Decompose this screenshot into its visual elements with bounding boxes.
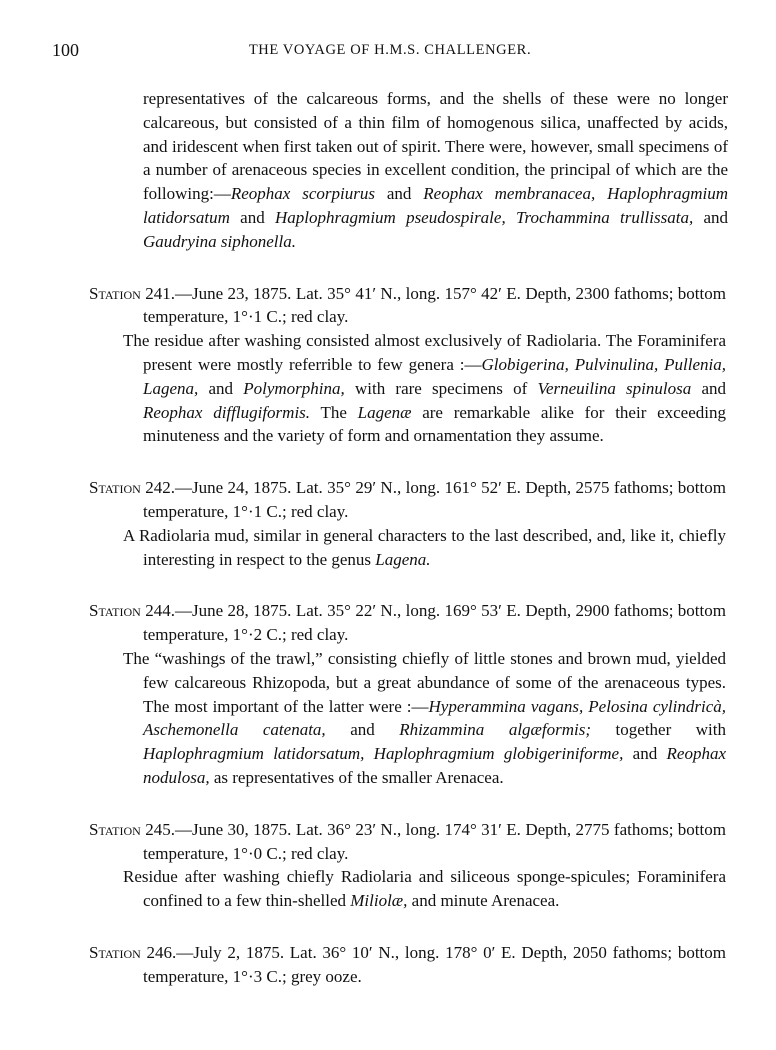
station-description: The “washings of the trawl,” consisting chiefly of little stones and brown mud, yielded few calcareous Rhizopoda, but a great abundance of some of the arenaceous types. The most important of the latter were :—Hyperammina vagans, Pelosina cylindricà, Aschemonella catenata, and Rhizammina algæformis; together with Haplophragmium latidorsatum, Haplophragmium globigeriniforme, and Reophax nodulosa, as representatives of the smaller Arenacea. bbox=[123, 648, 726, 787]
station-heading: Station 242.—June 24, 1875. Lat. 35° 29′ N., long. 161° 52′ E. Depth, 2575 fathoms; bottom temperature, 1°·1 C.; red clay. bbox=[89, 478, 726, 521]
station-description: The residue after washing consisted almost exclusively of Radiolaria. The Foraminifera present were mostly referrible to few genera :—Globigerina, Pulvinulina, Pullenia, Lagena, and Polymorphina, with rare specimens of Verneuilina spinulosa and Reophax difflugiformis. The Lagenæ are remarkable alike for their exceeding minuteness and the variety of form and ornamentation they assume. bbox=[123, 331, 727, 446]
station-description: Residue after washing chiefly Radiolaria and siliceous sponge-spicules; Foraminifera confined to a few thin-shelled Miliolæ, and minute Arenacea. bbox=[123, 867, 726, 911]
continued-paragraph: representatives of the calcareous forms, and the shells of these were no longer calcareous, but consisted of a thin film of homogenous silica, unaffected by acids, and iridescent when first taken out of spirit. There were, however, small specimens of a number of arenaceous species in excellent condition, the principal of which are the following:—Reophax scorpiurus and Reophax membranacea, Haplophragmium latidorsatum and Haplophragmium pseudospirale, Trochammina trullissata, and Gaudryina siphonella. bbox=[143, 89, 729, 251]
station-entry-244 bbox=[89, 599, 726, 789]
station-heading: Station 245.—June 30, 1875. Lat. 36° 23′ N., long. 174° 31′ E. Depth, 2775 fathoms; bottom temperature, 1°·0 C.; red clay. bbox=[89, 819, 726, 863]
station-heading: Station 241.—June 23, 1875. Lat. 35° 41′ N., long. 157° 42′ E. Depth, 2300 fathoms; bottom temperature, 1°·1 C.; red clay. bbox=[89, 283, 726, 327]
page-number: 100 bbox=[52, 40, 79, 60]
running-title: THE VOYAGE OF H.M.S. CHALLENGER. bbox=[248, 42, 532, 58]
station-entry-245 bbox=[89, 818, 726, 913]
station-description: A Radiolaria mud, similar in general characters to the last described, and, like it, chiefly interesting in respect to the genus Lagena. bbox=[123, 525, 726, 569]
page-body bbox=[0, 87, 776, 989]
station-label: Station 241 bbox=[89, 283, 171, 303]
station-entry-241 bbox=[89, 282, 726, 449]
station-label: Station 245 bbox=[89, 819, 171, 839]
station-entry-246 bbox=[89, 941, 726, 989]
station-label: Station 246 bbox=[89, 942, 173, 962]
station-label: Station 242 bbox=[89, 478, 171, 498]
station-heading: Station 246.—July 2, 1875. Lat. 36° 10′ N., long. 178° 0′ E. Depth, 2050 fathoms; bottom temperature, 1°·3 C.; grey ooze. bbox=[89, 942, 726, 986]
station-heading: Station 244.—June 28, 1875. Lat. 35° 22′ N., long. 169° 53′ E. Depth, 2900 fathoms; bottom temperature, 1°·2 C.; red clay. bbox=[89, 601, 726, 645]
page-header bbox=[52, 40, 728, 62]
station-label: Station 244 bbox=[89, 601, 171, 621]
station-entry-242 bbox=[89, 476, 726, 571]
